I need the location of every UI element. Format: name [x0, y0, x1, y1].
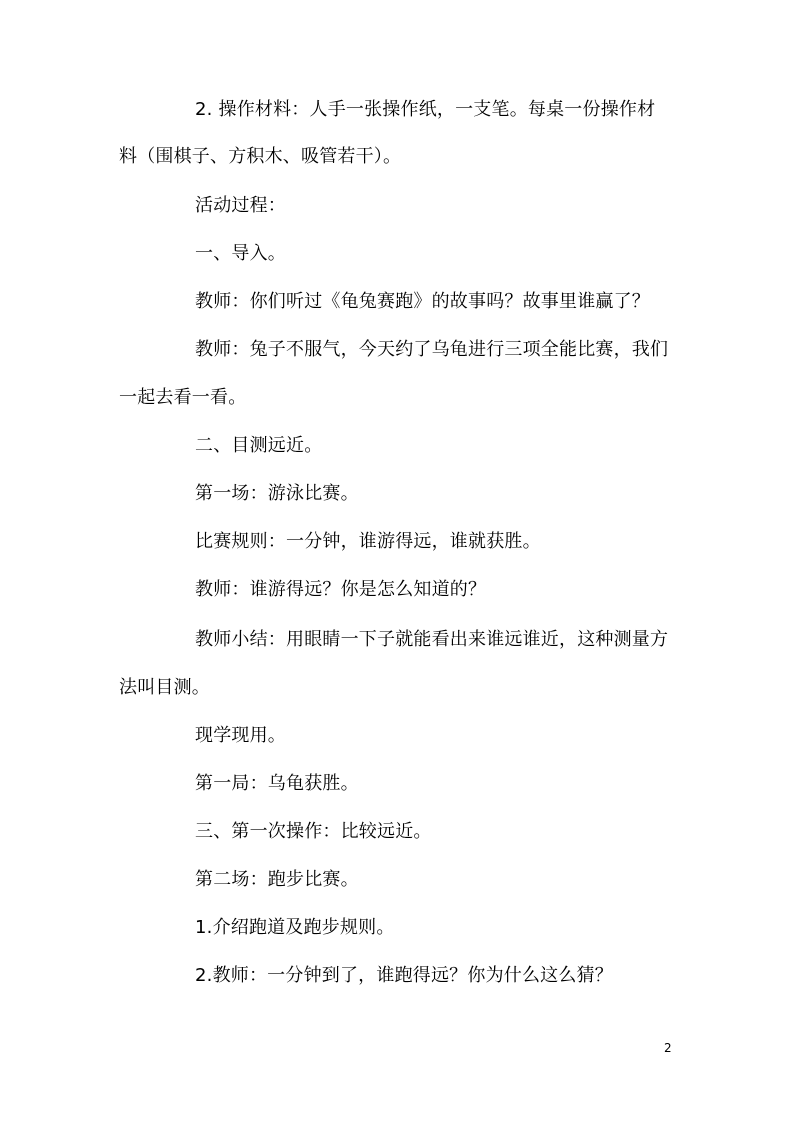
paragraph-teacher-summary-continued: 法叫目测。: [119, 677, 210, 698]
paragraph-first-race: 第一场：游泳比赛。: [195, 483, 359, 504]
heading-activity-process: 活动过程：: [195, 195, 286, 216]
paragraph-teacher-who-swam: 教师：谁游得远？你是怎么知道的？: [195, 579, 487, 600]
heading-first-operation: 三、第一次操作：比较远近。: [195, 821, 432, 842]
heading-introduction: 一、导入。: [195, 243, 286, 264]
paragraph-teacher-summary: 教师小结：用眼睛一下子就能看出来谁远谁近，这种测量方: [195, 629, 669, 650]
paragraph-track-rules: 1.介绍跑道及跑步规则。: [195, 917, 395, 938]
page-number: 2: [664, 1041, 672, 1055]
paragraph-apply: 现学现用。: [195, 725, 286, 746]
paragraph-teacher-question: 教师：你们听过《龟兔赛跑》的故事吗？故事里谁赢了？: [195, 291, 650, 312]
paragraph-second-race: 第二场：跑步比赛。: [195, 869, 359, 890]
paragraph-teacher-who-ran: 2.教师：一分钟到了，谁跑得远？你为什么这么猜？: [195, 965, 613, 986]
paragraph-materials: 2. 操作材料：人手一张操作纸，一支笔。每桌一份操作材: [195, 99, 656, 120]
paragraph-teacher-rabbit-continued: 一起去看一看。: [119, 387, 247, 408]
paragraph-teacher-rabbit: 教师：兔子不服气，今天约了乌龟进行三项全能比赛，我们: [195, 339, 669, 360]
paragraph-first-round: 第一局：乌龟获胜。: [195, 773, 359, 794]
paragraph-materials-continued: 料（围棋子、方积木、吸管若干）。: [119, 146, 402, 167]
heading-visual-estimation: 二、目测远近。: [195, 435, 323, 456]
paragraph-race-rules: 比赛规则：一分钟，谁游得远，谁就获胜。: [195, 531, 541, 552]
